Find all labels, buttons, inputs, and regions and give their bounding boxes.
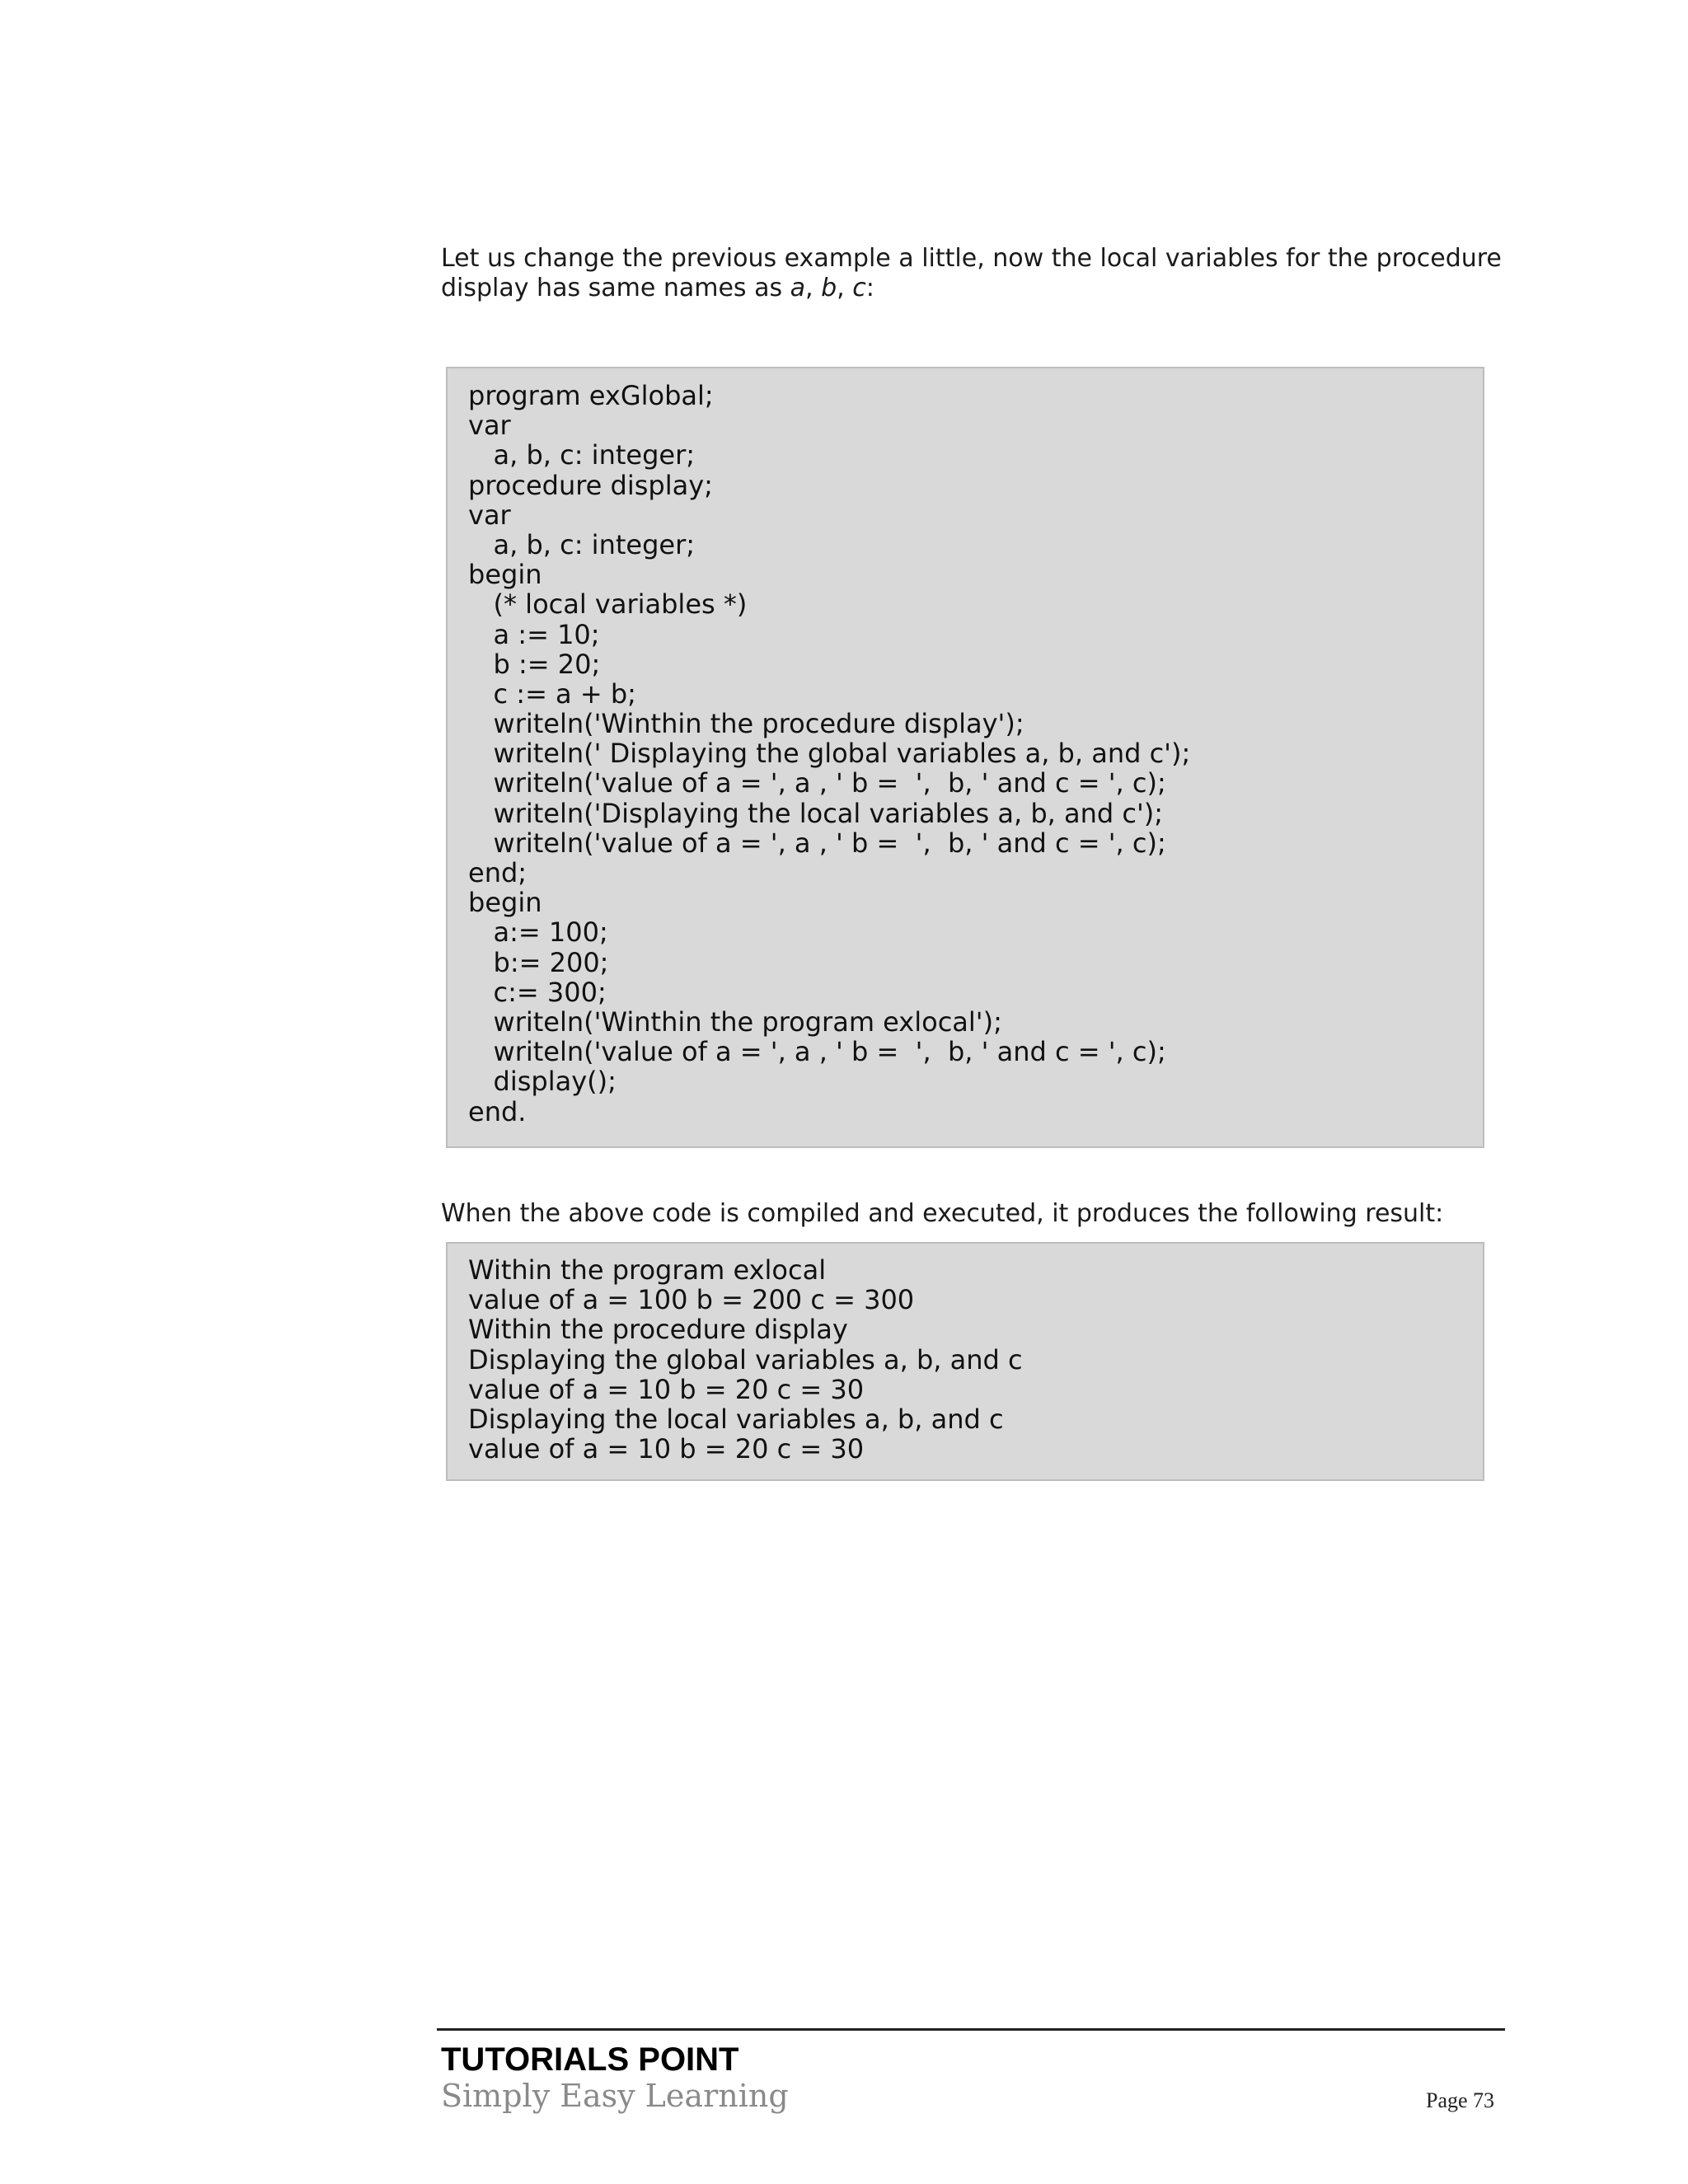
- code-line: writeln('value of a = ', a , ' b = ', b, ' and c = ', c);: [468, 827, 1166, 859]
- intro-line-2-suffix: :: [865, 274, 874, 302]
- code-line: begin: [468, 559, 542, 591]
- intro-line-2: [441, 274, 1504, 303]
- code-line: var: [468, 410, 511, 442]
- code-line: begin: [468, 887, 542, 919]
- output-block: [446, 1242, 1484, 1481]
- code-line: end.: [468, 1095, 527, 1127]
- output-line: Within the program exlocal: [468, 1254, 827, 1286]
- output-line: Displaying the local variables a, b, and c: [468, 1403, 1004, 1435]
- code-line: display();: [468, 1066, 617, 1098]
- var-c: c: [852, 274, 866, 302]
- intro-sep-2: ,: [837, 274, 853, 302]
- code-block: [446, 367, 1484, 1148]
- code-line: end;: [468, 857, 528, 888]
- code-line: c:= 300;: [468, 976, 607, 1008]
- output-line: Within the procedure display: [468, 1314, 848, 1346]
- code-line: procedure display;: [468, 469, 713, 501]
- code-line: writeln('value of a = ', a , ' b = ', b, ' and c = ', c);: [468, 767, 1166, 799]
- output-line: value of a = 10 b = 20 c = 30: [468, 1373, 865, 1405]
- page-number: Page 73: [1426, 2088, 1495, 2112]
- var-b: b: [821, 274, 837, 302]
- intro-sep-1: ,: [805, 274, 822, 302]
- result-intro: When the above code is compiled and executed, it produces the following result:: [441, 1199, 1444, 1228]
- code-line: writeln('Winthin the program exlocal');: [468, 1005, 1002, 1038]
- intro-paragraph: [441, 244, 1504, 303]
- output-line: value of a = 100 b = 200 c = 300: [468, 1284, 915, 1316]
- var-a: a: [790, 274, 806, 302]
- footer-brand: TUTORIALS POINT: [441, 2041, 739, 2078]
- code-line: writeln('Winthin the procedure display');: [468, 708, 1025, 740]
- code-line: b := 20;: [468, 648, 601, 680]
- code-line: program exGlobal;: [468, 380, 714, 411]
- code-line: a, b, c: integer;: [468, 528, 696, 560]
- footer-divider: [437, 2028, 1505, 2031]
- code-line: (* local variables *): [468, 588, 748, 621]
- output-line: Displaying the global variables a, b, and c: [468, 1343, 1023, 1376]
- code-line: writeln('Displaying the local variables a, b, and c');: [468, 797, 1164, 829]
- output-line: value of a = 10 b = 20 c = 30: [468, 1433, 865, 1465]
- code-line: writeln(' Displaying the global variables a, b, and c');: [468, 738, 1191, 770]
- code-line: a, b, c: integer;: [468, 439, 696, 471]
- intro-line-1: Let us change the previous example a little, now the local variables for the procedure: [441, 244, 1502, 273]
- code-line: c := a + b;: [468, 677, 636, 710]
- footer-tagline: Simply Easy Learning: [441, 2078, 789, 2114]
- output-lines: [468, 1255, 1483, 1464]
- code-line: a:= 100;: [468, 916, 608, 949]
- code-lines: [468, 381, 1483, 1127]
- code-line: writeln('value of a = ', a , ' b = ', b, ' and c = ', c);: [468, 1036, 1166, 1068]
- code-line: b:= 200;: [468, 946, 609, 978]
- code-line: a := 10;: [468, 618, 600, 650]
- code-line: var: [468, 499, 511, 531]
- intro-line-2-prefix: display has same names as: [441, 274, 790, 302]
